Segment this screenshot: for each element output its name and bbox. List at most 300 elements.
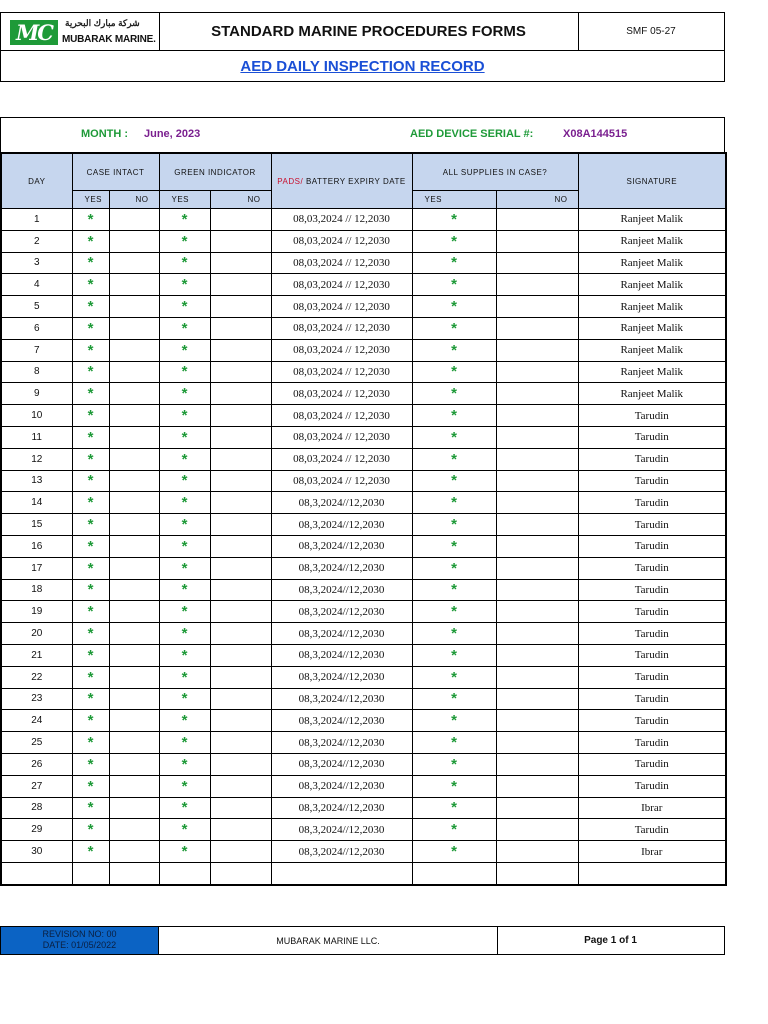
signature-cell: Ranjeet Malik: [578, 361, 726, 383]
green-indicator-no: [210, 514, 271, 536]
green-indicator-no: [210, 492, 271, 514]
case-intact-yes: *: [72, 383, 109, 405]
revision-number: REVISION NO: 00: [42, 929, 117, 939]
table-row: [1, 296, 726, 318]
day-cell: 19: [1, 601, 72, 623]
supplies-yes: [412, 862, 496, 884]
green-indicator-no: [210, 710, 271, 732]
green-indicator-no: [210, 230, 271, 252]
supplies-yes: *: [412, 775, 496, 797]
supplies-yes: *: [412, 209, 496, 231]
supplies-no: [496, 405, 578, 427]
case-intact-no: [109, 317, 159, 339]
case-intact-yes: *: [72, 623, 109, 645]
green-indicator-yes: *: [159, 296, 210, 318]
case-intact-yes: *: [72, 688, 109, 710]
signature-cell: Tarudin: [578, 666, 726, 688]
supplies-no: [496, 339, 578, 361]
day-cell: 23: [1, 688, 72, 710]
day-cell: 1: [1, 209, 72, 231]
case-intact-no: [109, 753, 159, 775]
supplies-no: [496, 296, 578, 318]
signature-cell: Tarudin: [578, 819, 726, 841]
case-intact-no: [109, 426, 159, 448]
green-indicator-yes: *: [159, 841, 210, 863]
table-row: [1, 209, 726, 231]
signature-cell: Tarudin: [578, 579, 726, 601]
green-indicator-yes: *: [159, 557, 210, 579]
signature-cell: Ranjeet Malik: [578, 274, 726, 296]
case-intact-no: [109, 666, 159, 688]
signature-cell: Tarudin: [578, 426, 726, 448]
signature-cell: Ranjeet Malik: [578, 296, 726, 318]
table-row: [1, 492, 726, 514]
table-row: [1, 623, 726, 645]
green-indicator-yes: *: [159, 819, 210, 841]
expiry-date: 08,3,2024//12,2030: [271, 732, 412, 754]
table-row: [1, 579, 726, 601]
table-row: [1, 317, 726, 339]
green-indicator-no: [210, 579, 271, 601]
supplies-yes: *: [412, 230, 496, 252]
supplies-yes: *: [412, 317, 496, 339]
day-cell: 11: [1, 426, 72, 448]
table-row: [1, 470, 726, 492]
day-cell: 28: [1, 797, 72, 819]
green-indicator-yes: *: [159, 383, 210, 405]
case-intact-no: [109, 252, 159, 274]
month-label: MONTH :: [81, 128, 129, 140]
green-indicator-no: [210, 819, 271, 841]
green-indicator-yes: *: [159, 710, 210, 732]
green-indicator-yes: *: [159, 230, 210, 252]
table-row: [1, 644, 726, 666]
supplies-yes: *: [412, 252, 496, 274]
case-intact-yes: *: [72, 601, 109, 623]
supplies-no: [496, 862, 578, 884]
company-arabic-name: شركة مبارك البحرية: [65, 18, 140, 28]
case-intact-no: [109, 274, 159, 296]
col-case-no: NO: [109, 191, 159, 209]
expiry-date: 08,03,2024 // 12,2030: [271, 317, 412, 339]
case-intact-no: [109, 644, 159, 666]
green-indicator-no: [210, 557, 271, 579]
day-cell: 25: [1, 732, 72, 754]
col-battery-expiry: BATTERY EXPIRY DATE: [303, 176, 406, 186]
case-intact-yes: *: [72, 535, 109, 557]
green-indicator-yes: *: [159, 361, 210, 383]
expiry-date: 08,3,2024//12,2030: [271, 775, 412, 797]
col-expiry: [271, 153, 412, 209]
inspection-rows: [1, 209, 726, 885]
supplies-no: [496, 383, 578, 405]
form-footer: [0, 926, 725, 955]
table-row: [1, 666, 726, 688]
case-intact-yes: *: [72, 339, 109, 361]
green-indicator-yes: *: [159, 535, 210, 557]
signature-cell: Tarudin: [578, 688, 726, 710]
supplies-yes: *: [412, 557, 496, 579]
supplies-yes: *: [412, 688, 496, 710]
supplies-no: [496, 274, 578, 296]
case-intact-yes: *: [72, 797, 109, 819]
expiry-date: 08,03,2024 // 12,2030: [271, 405, 412, 427]
green-indicator-yes: *: [159, 797, 210, 819]
col-supplies-yes: YES: [412, 191, 496, 209]
supplies-yes: *: [412, 405, 496, 427]
signature-cell: Tarudin: [578, 753, 726, 775]
signature-cell: Ranjeet Malik: [578, 252, 726, 274]
green-indicator-yes: *: [159, 209, 210, 231]
supplies-yes: *: [412, 470, 496, 492]
day-cell: 8: [1, 361, 72, 383]
case-intact-yes: *: [72, 296, 109, 318]
supplies-yes: *: [412, 535, 496, 557]
case-intact-no: [109, 841, 159, 863]
day-cell: 21: [1, 644, 72, 666]
supplies-no: [496, 579, 578, 601]
col-signature: SIGNATURE: [578, 153, 726, 209]
case-intact-yes: *: [72, 470, 109, 492]
company-name: MUBARAK MARINE.: [62, 34, 156, 45]
green-indicator-yes: *: [159, 753, 210, 775]
supplies-no: [496, 361, 578, 383]
signature-cell: Ranjeet Malik: [578, 209, 726, 231]
supplies-no: [496, 535, 578, 557]
supplies-no: [496, 666, 578, 688]
case-intact-no: [109, 514, 159, 536]
green-indicator-no: [210, 862, 271, 884]
table-row: [1, 601, 726, 623]
form-title: STANDARD MARINE PROCEDURES FORMS: [159, 13, 579, 50]
case-intact-yes: *: [72, 841, 109, 863]
case-intact-yes: *: [72, 710, 109, 732]
table-row: [1, 448, 726, 470]
signature-cell: Tarudin: [578, 732, 726, 754]
signature-cell: Tarudin: [578, 448, 726, 470]
expiry-date: 08,3,2024//12,2030: [271, 797, 412, 819]
serial-label: AED DEVICE SERIAL #:: [410, 128, 534, 140]
expiry-date: 08,3,2024//12,2030: [271, 557, 412, 579]
col-supplies: ALL SUPPLIES IN CASE?: [412, 153, 578, 191]
expiry-date: 08,3,2024//12,2030: [271, 601, 412, 623]
case-intact-yes: *: [72, 426, 109, 448]
case-intact-yes: *: [72, 274, 109, 296]
green-indicator-no: [210, 448, 271, 470]
signature-cell: Tarudin: [578, 557, 726, 579]
supplies-yes: *: [412, 426, 496, 448]
expiry-date: 08,3,2024//12,2030: [271, 841, 412, 863]
signature-cell: Tarudin: [578, 405, 726, 427]
col-case-intact: CASE INTACT: [72, 153, 159, 191]
green-indicator-yes: *: [159, 775, 210, 797]
case-intact-yes: *: [72, 514, 109, 536]
signature-cell: Tarudin: [578, 514, 726, 536]
day-cell: 18: [1, 579, 72, 601]
day-cell: 15: [1, 514, 72, 536]
supplies-no: [496, 841, 578, 863]
supplies-no: [496, 644, 578, 666]
signature-cell: Ibrar: [578, 841, 726, 863]
green-indicator-no: [210, 317, 271, 339]
form-header: [0, 12, 725, 82]
day-cell: 14: [1, 492, 72, 514]
col-green-yes: YES: [159, 191, 210, 209]
expiry-date: 08,3,2024//12,2030: [271, 666, 412, 688]
expiry-date: 08,3,2024//12,2030: [271, 623, 412, 645]
table-row: [1, 383, 726, 405]
expiry-date: 08,3,2024//12,2030: [271, 492, 412, 514]
case-intact-no: [109, 296, 159, 318]
col-day: DAY: [1, 153, 72, 209]
day-cell: 13: [1, 470, 72, 492]
green-indicator-no: [210, 339, 271, 361]
green-indicator-yes: *: [159, 644, 210, 666]
col-green-indicator: GREEN INDICATOR: [159, 153, 271, 191]
green-indicator-no: [210, 644, 271, 666]
revision-date: DATE: 01/05/2022: [42, 940, 117, 950]
supplies-no: [496, 470, 578, 492]
day-cell: 26: [1, 753, 72, 775]
supplies-yes: *: [412, 753, 496, 775]
table-row: [1, 274, 726, 296]
supplies-yes: *: [412, 492, 496, 514]
green-indicator-yes: *: [159, 339, 210, 361]
signature-cell: [578, 862, 726, 884]
expiry-date: 08,3,2024//12,2030: [271, 514, 412, 536]
green-indicator-no: [210, 775, 271, 797]
expiry-date: 08,3,2024//12,2030: [271, 535, 412, 557]
green-indicator-no: [210, 209, 271, 231]
case-intact-no: [109, 535, 159, 557]
expiry-date: 08,03,2024 // 12,2030: [271, 209, 412, 231]
page-number: Page 1 of 1: [584, 935, 637, 946]
green-indicator-yes: *: [159, 448, 210, 470]
signature-cell: Ranjeet Malik: [578, 317, 726, 339]
table-row: [1, 732, 726, 754]
case-intact-yes: [72, 862, 109, 884]
supplies-yes: *: [412, 448, 496, 470]
day-cell: 5: [1, 296, 72, 318]
table-row: [1, 252, 726, 274]
table-row: [1, 557, 726, 579]
footer-company: MUBARAK MARINE LLC.: [158, 927, 498, 954]
supplies-no: [496, 732, 578, 754]
signature-cell: Tarudin: [578, 535, 726, 557]
col-green-no: NO: [210, 191, 271, 209]
supplies-no: [496, 514, 578, 536]
case-intact-no: [109, 732, 159, 754]
case-intact-no: [109, 383, 159, 405]
case-intact-no: [109, 579, 159, 601]
form-code: SMF 05-27: [626, 26, 676, 37]
supplies-yes: *: [412, 296, 496, 318]
case-intact-no: [109, 361, 159, 383]
case-intact-yes: *: [72, 492, 109, 514]
case-intact-yes: *: [72, 557, 109, 579]
expiry-date: 08,3,2024//12,2030: [271, 819, 412, 841]
expiry-date: 08,03,2024 // 12,2030: [271, 296, 412, 318]
table-row: [1, 339, 726, 361]
supplies-no: [496, 819, 578, 841]
case-intact-no: [109, 492, 159, 514]
serial-value: X08A144515: [563, 128, 628, 140]
table-row: [1, 797, 726, 819]
day-cell: 22: [1, 666, 72, 688]
supplies-yes: *: [412, 579, 496, 601]
day-cell: 29: [1, 819, 72, 841]
day-cell: 24: [1, 710, 72, 732]
supplies-no: [496, 797, 578, 819]
green-indicator-no: [210, 601, 271, 623]
green-indicator-yes: [159, 862, 210, 884]
supplies-yes: *: [412, 623, 496, 645]
case-intact-no: [109, 819, 159, 841]
case-intact-yes: *: [72, 732, 109, 754]
case-intact-no: [109, 710, 159, 732]
supplies-yes: *: [412, 361, 496, 383]
case-intact-yes: *: [72, 666, 109, 688]
expiry-date: 08,3,2024//12,2030: [271, 753, 412, 775]
logo-mark: [10, 20, 58, 45]
signature-cell: Tarudin: [578, 710, 726, 732]
case-intact-yes: *: [72, 317, 109, 339]
case-intact-no: [109, 448, 159, 470]
expiry-date: 08,03,2024 // 12,2030: [271, 361, 412, 383]
case-intact-yes: *: [72, 361, 109, 383]
case-intact-no: [109, 230, 159, 252]
supplies-no: [496, 426, 578, 448]
supplies-yes: *: [412, 339, 496, 361]
supplies-no: [496, 448, 578, 470]
record-info: [0, 117, 725, 153]
case-intact-no: [109, 470, 159, 492]
inspection-table: [0, 152, 727, 886]
day-cell: 6: [1, 317, 72, 339]
supplies-no: [496, 492, 578, 514]
supplies-yes: *: [412, 644, 496, 666]
table-row: [1, 819, 726, 841]
table-row: [1, 405, 726, 427]
expiry-date: 08,3,2024//12,2030: [271, 688, 412, 710]
green-indicator-yes: *: [159, 426, 210, 448]
expiry-date: 08,03,2024 // 12,2030: [271, 339, 412, 361]
supplies-no: [496, 230, 578, 252]
col-pads: PADS/: [277, 176, 304, 186]
green-indicator-no: [210, 383, 271, 405]
green-indicator-no: [210, 405, 271, 427]
green-indicator-no: [210, 666, 271, 688]
green-indicator-yes: *: [159, 470, 210, 492]
case-intact-yes: *: [72, 252, 109, 274]
supplies-no: [496, 688, 578, 710]
expiry-date: [271, 862, 412, 884]
signature-cell: Tarudin: [578, 644, 726, 666]
supplies-no: [496, 252, 578, 274]
case-intact-no: [109, 862, 159, 884]
day-cell: 2: [1, 230, 72, 252]
expiry-date: 08,03,2024 // 12,2030: [271, 470, 412, 492]
day-cell: 4: [1, 274, 72, 296]
green-indicator-no: [210, 535, 271, 557]
expiry-date: 08,03,2024 // 12,2030: [271, 230, 412, 252]
signature-cell: Tarudin: [578, 492, 726, 514]
day-cell: 30: [1, 841, 72, 863]
supplies-yes: *: [412, 841, 496, 863]
signature-cell: Tarudin: [578, 775, 726, 797]
green-indicator-yes: *: [159, 492, 210, 514]
green-indicator-yes: *: [159, 732, 210, 754]
day-cell: 20: [1, 623, 72, 645]
case-intact-yes: *: [72, 230, 109, 252]
day-cell: 3: [1, 252, 72, 274]
expiry-date: 08,03,2024 // 12,2030: [271, 426, 412, 448]
col-supplies-no: NO: [496, 191, 578, 209]
case-intact-yes: *: [72, 753, 109, 775]
expiry-date: 08,03,2024 // 12,2030: [271, 274, 412, 296]
expiry-date: 08,3,2024//12,2030: [271, 644, 412, 666]
green-indicator-no: [210, 753, 271, 775]
case-intact-no: [109, 688, 159, 710]
day-cell: 17: [1, 557, 72, 579]
green-indicator-yes: *: [159, 317, 210, 339]
supplies-no: [496, 557, 578, 579]
green-indicator-no: [210, 623, 271, 645]
signature-cell: Ranjeet Malik: [578, 339, 726, 361]
day-cell: 10: [1, 405, 72, 427]
expiry-date: 08,3,2024//12,2030: [271, 579, 412, 601]
green-indicator-no: [210, 841, 271, 863]
green-indicator-no: [210, 470, 271, 492]
day-cell: 16: [1, 535, 72, 557]
signature-cell: Tarudin: [578, 623, 726, 645]
case-intact-no: [109, 797, 159, 819]
signature-cell: Tarudin: [578, 470, 726, 492]
supplies-no: [496, 753, 578, 775]
supplies-yes: *: [412, 601, 496, 623]
logo-text: MC: [16, 20, 52, 45]
expiry-date: 08,03,2024 // 12,2030: [271, 383, 412, 405]
case-intact-yes: *: [72, 644, 109, 666]
supplies-yes: *: [412, 383, 496, 405]
supplies-yes: *: [412, 666, 496, 688]
case-intact-no: [109, 775, 159, 797]
green-indicator-yes: *: [159, 623, 210, 645]
signature-cell: Ranjeet Malik: [578, 230, 726, 252]
case-intact-no: [109, 557, 159, 579]
green-indicator-yes: *: [159, 666, 210, 688]
green-indicator-yes: *: [159, 514, 210, 536]
case-intact-no: [109, 623, 159, 645]
expiry-date: 08,03,2024 // 12,2030: [271, 448, 412, 470]
revision-info: [1, 927, 158, 954]
supplies-no: [496, 775, 578, 797]
case-intact-no: [109, 405, 159, 427]
supplies-no: [496, 601, 578, 623]
green-indicator-no: [210, 732, 271, 754]
day-cell: 27: [1, 775, 72, 797]
signature-cell: Ibrar: [578, 797, 726, 819]
supplies-yes: *: [412, 732, 496, 754]
green-indicator-no: [210, 252, 271, 274]
supplies-yes: *: [412, 710, 496, 732]
green-indicator-yes: *: [159, 405, 210, 427]
day-cell: 9: [1, 383, 72, 405]
case-intact-yes: *: [72, 819, 109, 841]
supplies-yes: *: [412, 514, 496, 536]
day-cell: 12: [1, 448, 72, 470]
table-row: [1, 841, 726, 863]
